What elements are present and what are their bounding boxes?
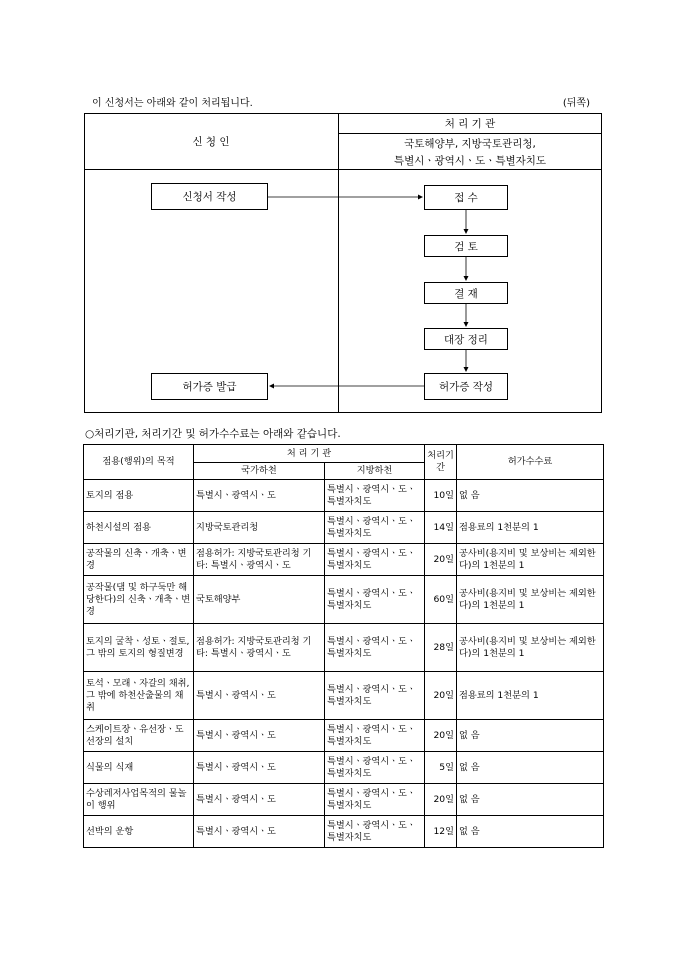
row-purpose: 식물의 식재 [84, 752, 194, 784]
row-national: 특별시ㆍ광역시ㆍ도 [194, 720, 325, 752]
table-row [84, 576, 604, 624]
row-purpose: 하천시설의 점용 [84, 512, 194, 544]
row-local: 특별시ㆍ광역시ㆍ도ㆍ특별자치도 [325, 512, 425, 544]
row-period: 5일 [425, 752, 457, 784]
row-purpose: 토지의 점용 [84, 480, 194, 512]
row-national: 특별시ㆍ광역시ㆍ도 [194, 784, 325, 816]
row-local: 특별시ㆍ광역시ㆍ도ㆍ특별자치도 [325, 624, 425, 672]
table-row [84, 784, 604, 816]
fee-table [83, 444, 604, 848]
row-period: 10일 [425, 480, 457, 512]
row-purpose: 스케이트장ㆍ유선장ㆍ도선장의 설치 [84, 720, 194, 752]
row-purpose: 공작물의 신축ㆍ개축ㆍ변경 [84, 544, 194, 576]
step-write-permit: 허가증 작성 [424, 373, 508, 400]
header-national-river: 국가하천 [194, 463, 325, 480]
row-local: 특별시ㆍ광역시ㆍ도ㆍ특별자치도 [325, 544, 425, 576]
table-row [84, 672, 604, 720]
agency-header-line2: 특별시ㆍ광역시ㆍ도ㆍ특별자치도 [393, 155, 547, 167]
row-local: 특별시ㆍ광역시ㆍ도ㆍ특별자치도 [325, 752, 425, 784]
row-period: 20일 [425, 784, 457, 816]
row-fee: 점용료의 1천분의 1 [457, 512, 604, 544]
agency-header: 처 리 기 관 [444, 118, 496, 130]
row-national: 특별시ㆍ광역시ㆍ도 [194, 816, 325, 848]
row-local: 특별시ㆍ광역시ㆍ도ㆍ특별자치도 [325, 784, 425, 816]
row-national: 지방국토관리청 [194, 512, 325, 544]
row-local: 특별시ㆍ광역시ㆍ도ㆍ특별자치도 [325, 816, 425, 848]
step-receipt: 접 수 [424, 185, 508, 210]
row-period: 20일 [425, 672, 457, 720]
table-row [84, 544, 604, 576]
row-local: 특별시ㆍ광역시ㆍ도ㆍ특별자치도 [325, 576, 425, 624]
table-row [84, 624, 604, 672]
row-fee: 없 음 [457, 752, 604, 784]
row-fee: 없 음 [457, 816, 604, 848]
row-period: 14일 [425, 512, 457, 544]
row-national: 특별시ㆍ광역시ㆍ도 [194, 480, 325, 512]
row-fee: 공사비(용지비 및 보상비는 제외한다)의 1천분의 1 [457, 576, 604, 624]
row-purpose: 토지의 굴착ㆍ성토ㆍ절토, 그 밖의 토지의 형질변경 [84, 624, 194, 672]
row-fee: 공사비(용지비 및 보상비는 제외한다)의 1천분의 1 [457, 544, 604, 576]
row-national: 점용허가: 지방국토관리청 기타: 특별시ㆍ광역시ㆍ도 [194, 544, 325, 576]
fee-table-note: ○처리기관, 처리기간 및 허가수수료는 아래와 같습니다. [85, 428, 341, 440]
row-national: 국토해양부 [194, 576, 325, 624]
header-agency: 처 리 기 관 [194, 445, 425, 463]
intro-text: 이 신청서는 아래와 같이 처리됩니다. [92, 98, 253, 109]
header-period: 처리기간 [425, 445, 457, 480]
row-fee: 없 음 [457, 480, 604, 512]
row-period: 20일 [425, 544, 457, 576]
row-national: 점용허가: 지방국토관리청 기타: 특별시ㆍ광역시ㆍ도 [194, 624, 325, 672]
step-write-application: 신청서 작성 [151, 183, 268, 210]
table-row [84, 512, 604, 544]
row-local: 특별시ㆍ광역시ㆍ도ㆍ특별자치도 [325, 672, 425, 720]
row-national: 특별시ㆍ광역시ㆍ도 [194, 752, 325, 784]
step-register: 대장 정리 [424, 328, 508, 350]
table-row [84, 816, 604, 848]
applicant-header: 신 청 인 [192, 136, 230, 148]
row-fee: 없 음 [457, 720, 604, 752]
row-national: 특별시ㆍ광역시ㆍ도 [194, 672, 325, 720]
agency-header-line1: 국토해양부, 지방국토관리청, [404, 138, 536, 150]
row-purpose: 선박의 운항 [84, 816, 194, 848]
row-period: 60일 [425, 576, 457, 624]
row-fee: 없 음 [457, 784, 604, 816]
table-row [84, 480, 604, 512]
row-fee: 점용료의 1천분의 1 [457, 672, 604, 720]
table-row [84, 720, 604, 752]
row-local: 특별시ㆍ광역시ㆍ도ㆍ특별자치도 [325, 720, 425, 752]
header-local-river: 지방하천 [325, 463, 425, 480]
row-period: 28일 [425, 624, 457, 672]
row-purpose: 공작물(댐 및 하구둑만 해당한다)의 신축ㆍ개축ㆍ변경 [84, 576, 194, 624]
table-row [84, 752, 604, 784]
row-period: 20일 [425, 720, 457, 752]
step-approval: 결 재 [424, 282, 508, 304]
header-fee: 허가수수료 [457, 445, 604, 480]
page-side-label: (뒤쪽) [562, 98, 590, 109]
row-local: 특별시ㆍ광역시ㆍ도ㆍ특별자치도 [325, 480, 425, 512]
row-purpose: 수상레저사업목적의 물놀이 행위 [84, 784, 194, 816]
row-purpose: 토석ㆍ모래ㆍ자갈의 채취, 그 밖에 하천산출물의 채취 [84, 672, 194, 720]
row-period: 12일 [425, 816, 457, 848]
step-issue-permit: 허가증 발급 [151, 373, 268, 400]
row-fee: 공사비(용지비 및 보상비는 제외한다)의 1천분의 1 [457, 624, 604, 672]
step-review: 검 토 [424, 235, 508, 257]
header-purpose: 점용(행위)의 목적 [84, 445, 194, 480]
